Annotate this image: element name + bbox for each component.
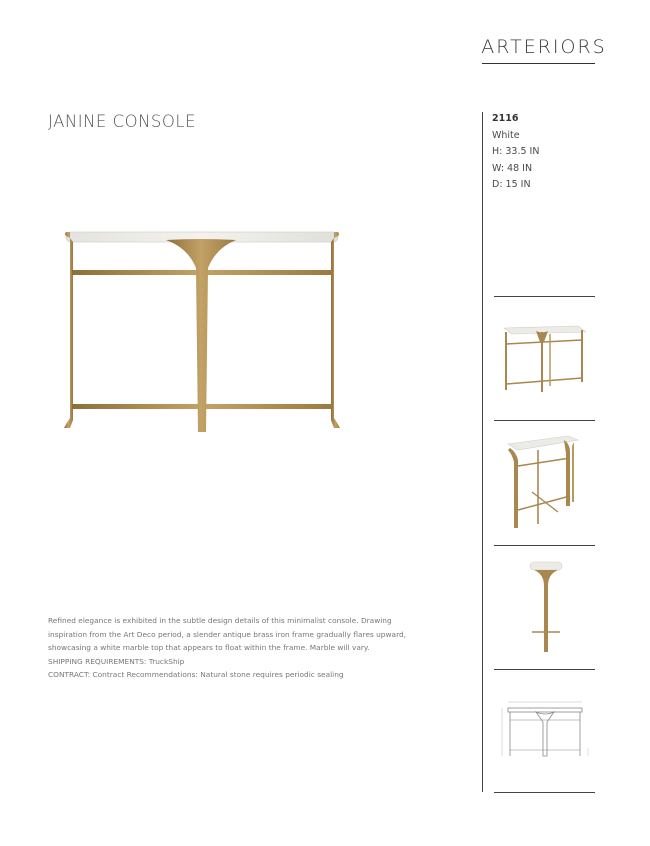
thumb-side-view[interactable]	[526, 560, 566, 656]
description-body: Refined elegance is exhibited in the subtle design details of this minimalist console. Drawing inspiration from the Art Deco period, a slender antique brass iron frame gradually flares upward, showcasing a white marble top that appears to float within the frame. Marble will vary.	[48, 616, 407, 652]
thumb-line-drawing[interactable]	[496, 698, 596, 762]
main-product-image	[60, 228, 345, 438]
thumb-divider	[494, 296, 595, 297]
spec-depth: D: 15 IN	[492, 179, 531, 190]
brand-underline	[482, 63, 595, 64]
vertical-divider	[482, 112, 483, 792]
thumb-divider	[494, 669, 595, 670]
thumb-divider	[494, 792, 595, 793]
thumb-angled-view[interactable]	[498, 320, 590, 396]
thumb-side-angle-view[interactable]	[504, 432, 584, 532]
spec-sku: 2116	[492, 113, 519, 124]
spec-height: H: 33.5 IN	[492, 146, 540, 157]
product-title: JANINE CONSOLE	[48, 112, 197, 131]
thumb-divider	[494, 420, 595, 421]
shipping-requirements: SHIPPING REQUIREMENTS: TruckShip	[48, 656, 185, 666]
spec-finish: White	[492, 129, 520, 141]
brand-logo: ARTERIORS	[481, 36, 607, 58]
contract-recommendations: CONTRACT: Contract Recommendations: Natural stone requires periodic sealing	[48, 670, 344, 679]
spec-block	[492, 111, 539, 194]
product-description	[48, 614, 413, 682]
thumb-divider	[494, 545, 595, 546]
spec-width: W: 48 IN	[492, 162, 533, 174]
